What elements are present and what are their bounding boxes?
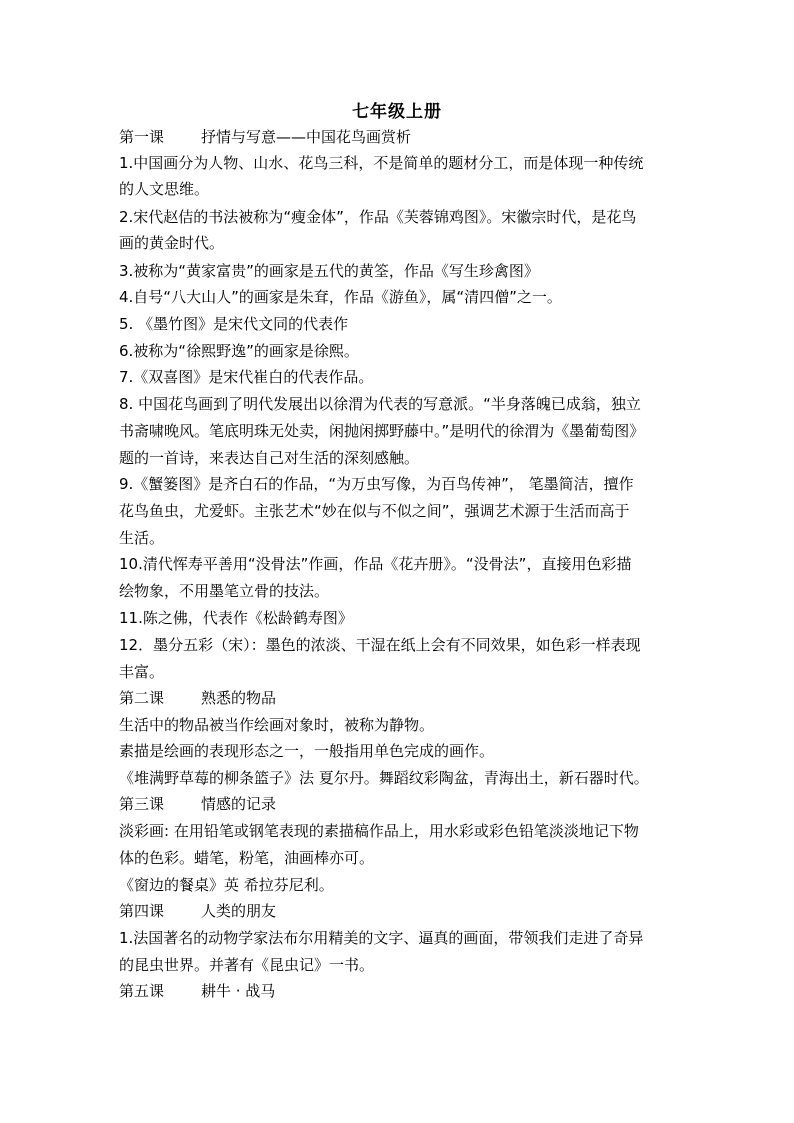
text-line: 6.被称为“徐熙野逸”的画家是徐熙。 xyxy=(119,342,359,360)
text-line: 《堆满野草莓的柳条篮子》法 夏尔丹。舞蹈纹彩陶盆，青海出土，新石器时代。 xyxy=(119,769,649,787)
lesson-4-name: 人类的朋友 xyxy=(201,902,277,920)
lesson-2-heading xyxy=(119,685,689,711)
text-line: 《窗边的餐桌》英 希拉芬尼利。 xyxy=(119,876,334,894)
lesson-3-heading xyxy=(119,791,689,817)
text-line: 生活中的物品被当作绘画对象时，被称为静物。 xyxy=(119,716,435,734)
lesson-1-label: 第一课 xyxy=(119,128,165,146)
lesson-4-heading xyxy=(119,898,689,924)
lesson-1-name: 抒情与写意——中国花鸟画赏析 xyxy=(201,128,412,146)
text-line: 10.清代恽寿平善用“没骨法”作画，作品《花卉册》。“没骨法”，直接用色彩描 xyxy=(119,555,632,573)
text-line: 花鸟鱼虫，尤爱虾。主张艺术“妙在似与不似之间”，强调艺术源于生活而高于 xyxy=(119,502,630,520)
text-line: 7.《双喜图》是宋代崔白的代表作品。 xyxy=(119,368,374,386)
text-line: 1.中国画分为人物、山水、花鸟三科，不是简单的题材分工，而是体现一种传统 xyxy=(119,154,644,172)
text-line: 绘物象，不用墨笔立骨的技法。 xyxy=(119,582,330,600)
text-line: 11.陈之佛，代表作《松龄鹤寿图》 xyxy=(119,609,353,627)
text-line: 体的色彩。蜡笔，粉笔，油画棒亦可。 xyxy=(119,849,375,867)
lesson-5-heading xyxy=(119,978,689,1004)
lesson-2-name: 熟悉的物品 xyxy=(201,689,277,707)
text-line: 画的黄金时代。 xyxy=(119,234,225,252)
lesson-5-name: 耕牛 · 战马 xyxy=(201,982,276,1000)
text-line: 丰富。 xyxy=(119,663,165,681)
text-line: 5. 《墨竹图》是宋代文同的代表作 xyxy=(119,315,349,333)
text-line: 的人文思维。 xyxy=(119,180,210,198)
text-line: 生活。 xyxy=(119,529,165,547)
lesson-4-label: 第四课 xyxy=(119,902,165,920)
text-line: 8. 中国花鸟画到了明代发展出以徐渭为代表的写意派。“半身落魄已成翁，独立 xyxy=(119,395,641,413)
text-line: 1.法国著名的动物学家法布尔用精美的文字、逼真的画面，带领我们走进了奇异 xyxy=(119,929,644,947)
page-title: 七年级上册 xyxy=(352,102,442,122)
lesson-5-label: 第五课 xyxy=(119,982,165,1000)
text-line: 淡彩画: 在用铅笔或钢笔表现的素描稿作品上，用水彩或彩色铅笔淡淡地记下物 xyxy=(119,822,639,840)
lesson-3-name: 情感的记录 xyxy=(201,795,277,813)
text-line: 书斋啸晚风。笔底明珠无处卖，闲抛闲掷野藤中。”是明代的徐渭为《墨葡萄图》 xyxy=(119,422,645,440)
text-line: 素描是绘画的表现形态之一，一般指用单色完成的画作。 xyxy=(119,742,495,760)
text-line: 3.被称为“黄家富贵”的画家是五代的黄筌，作品《写生珍禽图》 xyxy=(119,262,539,280)
lesson-2-label: 第二课 xyxy=(119,689,165,707)
text-line: 4.自号“八大山人”的画家是朱耷，作品《游鱼》，属“清四僧”之一。 xyxy=(119,288,562,306)
text-line: 9.《蟹篓图》是齐白石的作品，“为万虫写像，为百鸟传神”， 笔墨简洁，擅作 xyxy=(119,475,634,493)
text-line: 12．墨分五彩（宋）：墨色的浓淡、干湿在纸上会有不同效果，如色彩一样表现 xyxy=(119,636,641,654)
text-line: 的昆虫世界。并著有《昆虫记》一书。 xyxy=(119,956,375,974)
lesson-1-heading xyxy=(119,124,689,150)
text-line: 2.宋代赵佶的书法被称为“瘦金体”，作品《芙蓉锦鸡图》。宋徽宗时代，是花鸟 xyxy=(119,208,637,226)
text-line: 题的一首诗，来表达自己对生活的深刻感触。 xyxy=(119,449,420,467)
lesson-3-label: 第三课 xyxy=(119,795,165,813)
